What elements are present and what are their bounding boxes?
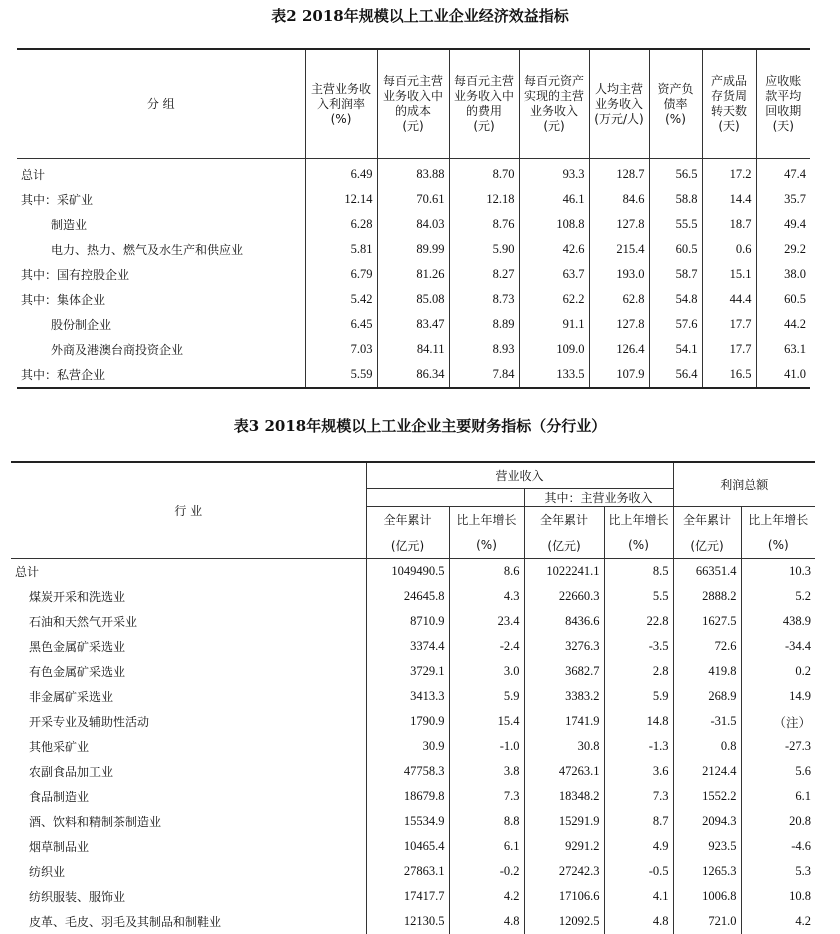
table-cell: 126.4: [589, 337, 649, 362]
table-cell: 4.2: [449, 884, 524, 909]
table-cell: 1741.9: [524, 709, 604, 734]
table-cell: 12.14: [305, 187, 377, 212]
row-label: 其中：集体企业: [17, 287, 305, 312]
table-cell: 5.42: [305, 287, 377, 312]
table-cell: 2124.4: [673, 759, 741, 784]
revenue-header: 营业收入: [366, 462, 673, 488]
table-cell: 268.9: [673, 684, 741, 709]
table-row: [11, 734, 815, 759]
profit-header: 利润总额: [673, 462, 815, 506]
table-cell: 8.7: [604, 809, 673, 834]
table-cell: -27.3: [741, 734, 815, 759]
table-cell: 91.1: [519, 312, 589, 337]
table-cell: （注）: [741, 709, 815, 734]
row-label: 开采专业及辅助性活动: [11, 709, 366, 734]
table-cell: 62.8: [589, 287, 649, 312]
table-cell: 66351.4: [673, 559, 741, 585]
table-cell: 923.5: [673, 834, 741, 859]
table-cell: 70.61: [377, 187, 449, 212]
table-row: [11, 784, 815, 809]
table-cell: 44.2: [756, 312, 810, 337]
column-header-line: 债率: [654, 97, 698, 112]
table-cell: 8.8: [449, 809, 524, 834]
table-cell: 215.4: [589, 237, 649, 262]
economic-benefit-table: [17, 48, 810, 389]
table-cell: 54.8: [649, 287, 702, 312]
table-cell: 3383.2: [524, 684, 604, 709]
table-cell: 30.9: [366, 734, 449, 759]
column-header-line: 存货周: [707, 89, 752, 104]
table-cell: 3.6: [604, 759, 673, 784]
column-header-line: (元): [454, 119, 515, 134]
table-cell: 8.5: [604, 559, 673, 585]
table-cell: 10.3: [741, 559, 815, 585]
table-cell: 14.8: [604, 709, 673, 734]
table-cell: 22660.3: [524, 584, 604, 609]
table-cell: 5.3: [741, 859, 815, 884]
table-cell: 4.1: [604, 884, 673, 909]
table-cell: 17.2: [702, 159, 756, 188]
table-cell: 419.8: [673, 659, 741, 684]
row-label: 其中：私营企业: [17, 362, 305, 388]
row-label: 煤炭开采和洗选业: [11, 584, 366, 609]
table-row: [17, 337, 810, 362]
profit-growth-header: 比上年增长: [741, 506, 815, 532]
row-label: 其中：国有控股企业: [17, 262, 305, 287]
row-label: 石油和天然气开采业: [11, 609, 366, 634]
financial-indicators-table: [11, 461, 815, 934]
table-cell: 58.7: [649, 262, 702, 287]
table-cell: 8.70: [449, 159, 519, 188]
table-cell: 5.81: [305, 237, 377, 262]
table-cell: 14.4: [702, 187, 756, 212]
table-cell: 56.5: [649, 159, 702, 188]
table-row: [17, 362, 810, 388]
column-header-line: (%): [310, 112, 373, 127]
table-cell: 3413.3: [366, 684, 449, 709]
table-cell: 2094.3: [673, 809, 741, 834]
table-cell: 8.27: [449, 262, 519, 287]
table-cell: 1006.8: [673, 884, 741, 909]
row-label: 外商及港澳台商投资企业: [17, 337, 305, 362]
table3-title: 表3 2018年规模以上工业企业主要财务指标（分行业）: [0, 415, 840, 436]
column-header-line: (天): [707, 119, 752, 134]
table-cell: 2.8: [604, 659, 673, 684]
table-cell: 1022241.1: [524, 559, 604, 585]
table-cell: 10465.4: [366, 834, 449, 859]
table-row: [11, 584, 815, 609]
table-cell: 84.6: [589, 187, 649, 212]
table-cell: 83.47: [377, 312, 449, 337]
table-cell: 38.0: [756, 262, 810, 287]
table-cell: 56.4: [649, 362, 702, 388]
column-header-line: 业务收入中: [454, 89, 515, 104]
table-cell: 133.5: [519, 362, 589, 388]
table-row: [17, 159, 810, 188]
table-cell: 17417.7: [366, 884, 449, 909]
unit-yi: (亿元): [524, 532, 604, 559]
table-cell: 44.4: [702, 287, 756, 312]
table-cell: 0.6: [702, 237, 756, 262]
table-cell: 7.3: [449, 784, 524, 809]
table-cell: 6.79: [305, 262, 377, 287]
table3-header-row-1: [11, 462, 815, 488]
column-header-line: 回收期: [761, 104, 807, 119]
table-cell: 46.1: [519, 187, 589, 212]
table-cell: 1552.2: [673, 784, 741, 809]
row-label: 其中：采矿业: [17, 187, 305, 212]
table-row: [11, 659, 815, 684]
table-row: [11, 634, 815, 659]
table-cell: 23.4: [449, 609, 524, 634]
column-header-line: 产成品: [707, 74, 752, 89]
table-cell: 438.9: [741, 609, 815, 634]
table-cell: 0.8: [673, 734, 741, 759]
unit-pct: (%): [449, 532, 524, 559]
table-cell: 16.5: [702, 362, 756, 388]
table-row: [11, 709, 815, 734]
table-cell: 128.7: [589, 159, 649, 188]
table-row: [11, 909, 815, 934]
industry-header: 行 业: [11, 462, 366, 559]
table-cell: 47263.1: [524, 759, 604, 784]
table-row: [11, 559, 815, 585]
table-cell: 15.4: [449, 709, 524, 734]
table-cell: 54.1: [649, 337, 702, 362]
unit-yi: (亿元): [673, 532, 741, 559]
table2-column-header: [305, 49, 377, 159]
table-cell: 63.7: [519, 262, 589, 287]
row-label: 皮革、毛皮、羽毛及其制品和制鞋业: [11, 909, 366, 934]
table-cell: 6.49: [305, 159, 377, 188]
table-cell: 62.2: [519, 287, 589, 312]
column-header-line: (%): [654, 112, 698, 127]
table-cell: 17.7: [702, 337, 756, 362]
column-header-line: 业务收入: [524, 104, 585, 119]
row-label: 烟草制品业: [11, 834, 366, 859]
table-cell: 18348.2: [524, 784, 604, 809]
table-cell: 721.0: [673, 909, 741, 934]
table-cell: 27242.3: [524, 859, 604, 884]
table2-title: 表2 2018年规模以上工业企业经济效益指标: [0, 5, 840, 26]
table-cell: 1049490.5: [366, 559, 449, 585]
column-header-line: 业务收入中: [382, 89, 445, 104]
row-label: 有色金属矿采选业: [11, 659, 366, 684]
table-cell: 84.11: [377, 337, 449, 362]
table-cell: -0.2: [449, 859, 524, 884]
table-cell: 35.7: [756, 187, 810, 212]
table-row: [11, 809, 815, 834]
table-cell: 4.8: [449, 909, 524, 934]
table-cell: 5.9: [449, 684, 524, 709]
table-cell: 17106.6: [524, 884, 604, 909]
table-cell: 47.4: [756, 159, 810, 188]
table-cell: 193.0: [589, 262, 649, 287]
table-cell: 15291.9: [524, 809, 604, 834]
table-cell: 20.8: [741, 809, 815, 834]
table-cell: 3374.4: [366, 634, 449, 659]
table-cell: 2888.2: [673, 584, 741, 609]
table-row: [11, 834, 815, 859]
table-cell: 3729.1: [366, 659, 449, 684]
main-revenue-growth-header: 比上年增长: [604, 506, 673, 532]
table-cell: 6.28: [305, 212, 377, 237]
row-label: 黑色金属矿采选业: [11, 634, 366, 659]
table-row: [17, 212, 810, 237]
table-cell: -2.4: [449, 634, 524, 659]
table-cell: 8.89: [449, 312, 519, 337]
table2-column-header: [702, 49, 756, 159]
table-cell: 4.2: [741, 909, 815, 934]
row-label: 股份制企业: [17, 312, 305, 337]
row-label: 非金属矿采选业: [11, 684, 366, 709]
column-header-line: (天): [761, 119, 807, 134]
table-cell: 49.4: [756, 212, 810, 237]
table-cell: 109.0: [519, 337, 589, 362]
table-cell: 47758.3: [366, 759, 449, 784]
table-cell: 83.88: [377, 159, 449, 188]
table-cell: 60.5: [756, 287, 810, 312]
table-cell: 57.6: [649, 312, 702, 337]
column-header-line: 每百元资产: [524, 74, 585, 89]
main-revenue-cumulative-header: 全年累计: [524, 506, 604, 532]
column-header-line: 的费用: [454, 104, 515, 119]
table-cell: 7.84: [449, 362, 519, 388]
table-cell: 24645.8: [366, 584, 449, 609]
column-header-line: 每百元主营: [454, 74, 515, 89]
table-cell: 27863.1: [366, 859, 449, 884]
table-cell: 22.8: [604, 609, 673, 634]
table-cell: 1790.9: [366, 709, 449, 734]
table-cell: 63.1: [756, 337, 810, 362]
table-cell: 58.8: [649, 187, 702, 212]
table-cell: -3.5: [604, 634, 673, 659]
row-label: 食品制造业: [11, 784, 366, 809]
table-cell: 86.34: [377, 362, 449, 388]
table-cell: -34.4: [741, 634, 815, 659]
table-cell: 15534.9: [366, 809, 449, 834]
table2-column-header: [377, 49, 449, 159]
column-header-line: (元): [524, 119, 585, 134]
table-cell: 72.6: [673, 634, 741, 659]
table-cell: 14.9: [741, 684, 815, 709]
table-cell: 8.73: [449, 287, 519, 312]
table-cell: 5.9: [604, 684, 673, 709]
table-cell: 89.99: [377, 237, 449, 262]
table-cell: 60.5: [649, 237, 702, 262]
column-header-line: 款平均: [761, 89, 807, 104]
row-label: 制造业: [17, 212, 305, 237]
table-cell: 4.3: [449, 584, 524, 609]
table2-column-header: [756, 49, 810, 159]
table-cell: 7.3: [604, 784, 673, 809]
table-cell: 6.45: [305, 312, 377, 337]
table-cell: 55.5: [649, 212, 702, 237]
table-cell: 9291.2: [524, 834, 604, 859]
table-cell: 1265.3: [673, 859, 741, 884]
table-cell: 29.2: [756, 237, 810, 262]
table-cell: -1.3: [604, 734, 673, 759]
column-header-line: 入利润率: [310, 97, 373, 112]
row-label: 农副食品加工业: [11, 759, 366, 784]
table-cell: 5.6: [741, 759, 815, 784]
column-header-line: 人均主营: [594, 82, 645, 97]
table-cell: 8436.6: [524, 609, 604, 634]
group-header: 分 组: [17, 49, 305, 159]
table2-body: [17, 159, 810, 389]
table-cell: 6.1: [741, 784, 815, 809]
main-revenue-header: 其中：主营业务收入: [524, 488, 673, 506]
table-row: [17, 287, 810, 312]
table2-column-header: [449, 49, 519, 159]
table-cell: 4.9: [604, 834, 673, 859]
table-cell: 12092.5: [524, 909, 604, 934]
table-cell: 5.2: [741, 584, 815, 609]
table-row: [11, 759, 815, 784]
row-label: 酒、饮料和精制茶制造业: [11, 809, 366, 834]
table-cell: 8.6: [449, 559, 524, 585]
table-cell: 4.8: [604, 909, 673, 934]
column-header-line: (元): [382, 119, 445, 134]
row-label: 总计: [11, 559, 366, 585]
table-cell: 41.0: [756, 362, 810, 388]
row-label: 纺织服装、服饰业: [11, 884, 366, 909]
table-cell: 5.59: [305, 362, 377, 388]
table-cell: 3.8: [449, 759, 524, 784]
table-cell: 7.03: [305, 337, 377, 362]
table-cell: 12.18: [449, 187, 519, 212]
table-row: [17, 312, 810, 337]
revenue-cumulative-header: 全年累计: [366, 506, 449, 532]
table-cell: 1627.5: [673, 609, 741, 634]
table-cell: 8710.9: [366, 609, 449, 634]
table3-body: [11, 559, 815, 934]
table-row: [11, 859, 815, 884]
table-cell: 15.1: [702, 262, 756, 287]
table-cell: -31.5: [673, 709, 741, 734]
table2-header-row: [17, 49, 810, 159]
revenue-growth-header: 比上年增长: [449, 506, 524, 532]
table-row: [17, 237, 810, 262]
table-cell: 5.90: [449, 237, 519, 262]
column-header-line: 每百元主营: [382, 74, 445, 89]
table-row: [11, 684, 815, 709]
profit-cumulative-header: 全年累计: [673, 506, 741, 532]
table-cell: 84.03: [377, 212, 449, 237]
column-header-line: 的成本: [382, 104, 445, 119]
table-cell: -1.0: [449, 734, 524, 759]
column-header-line: 主营业务收: [310, 82, 373, 97]
table-row: [11, 609, 815, 634]
table-cell: 5.5: [604, 584, 673, 609]
column-header-line: 实现的主营: [524, 89, 585, 104]
table-cell: 30.8: [524, 734, 604, 759]
column-header-line: 资产负: [654, 82, 698, 97]
table-cell: 3276.3: [524, 634, 604, 659]
table-cell: 127.8: [589, 212, 649, 237]
row-label: 总计: [17, 159, 305, 188]
table2-column-header: [589, 49, 649, 159]
table-cell: 18.7: [702, 212, 756, 237]
table-cell: 85.08: [377, 287, 449, 312]
table-cell: 3682.7: [524, 659, 604, 684]
unit-pct: (%): [604, 532, 673, 559]
column-header-line: 业务收入: [594, 97, 645, 112]
column-header-line: 转天数: [707, 104, 752, 119]
table-cell: 107.9: [589, 362, 649, 388]
table-cell: -4.6: [741, 834, 815, 859]
unit-pct: (%): [741, 532, 815, 559]
table2-column-header: [649, 49, 702, 159]
table-cell: 8.93: [449, 337, 519, 362]
table-cell: 108.8: [519, 212, 589, 237]
column-header-line: 应收账: [761, 74, 807, 89]
table-cell: 127.8: [589, 312, 649, 337]
table-cell: 6.1: [449, 834, 524, 859]
table-cell: 93.3: [519, 159, 589, 188]
table-cell: -0.5: [604, 859, 673, 884]
table-cell: 0.2: [741, 659, 815, 684]
table-cell: 18679.8: [366, 784, 449, 809]
table-cell: 81.26: [377, 262, 449, 287]
column-header-line: (万元/人): [594, 112, 645, 127]
table-cell: 8.76: [449, 212, 519, 237]
table-cell: 10.8: [741, 884, 815, 909]
table-cell: 12130.5: [366, 909, 449, 934]
row-label: 纺织业: [11, 859, 366, 884]
table-cell: 42.6: [519, 237, 589, 262]
table-row: [17, 262, 810, 287]
table2-column-header: [519, 49, 589, 159]
table-row: [11, 884, 815, 909]
row-label: 其他采矿业: [11, 734, 366, 759]
table-cell: 3.0: [449, 659, 524, 684]
table-row: [17, 187, 810, 212]
unit-yi: (亿元): [366, 532, 449, 559]
table-cell: 17.7: [702, 312, 756, 337]
row-label: 电力、热力、燃气及水生产和供应业: [17, 237, 305, 262]
